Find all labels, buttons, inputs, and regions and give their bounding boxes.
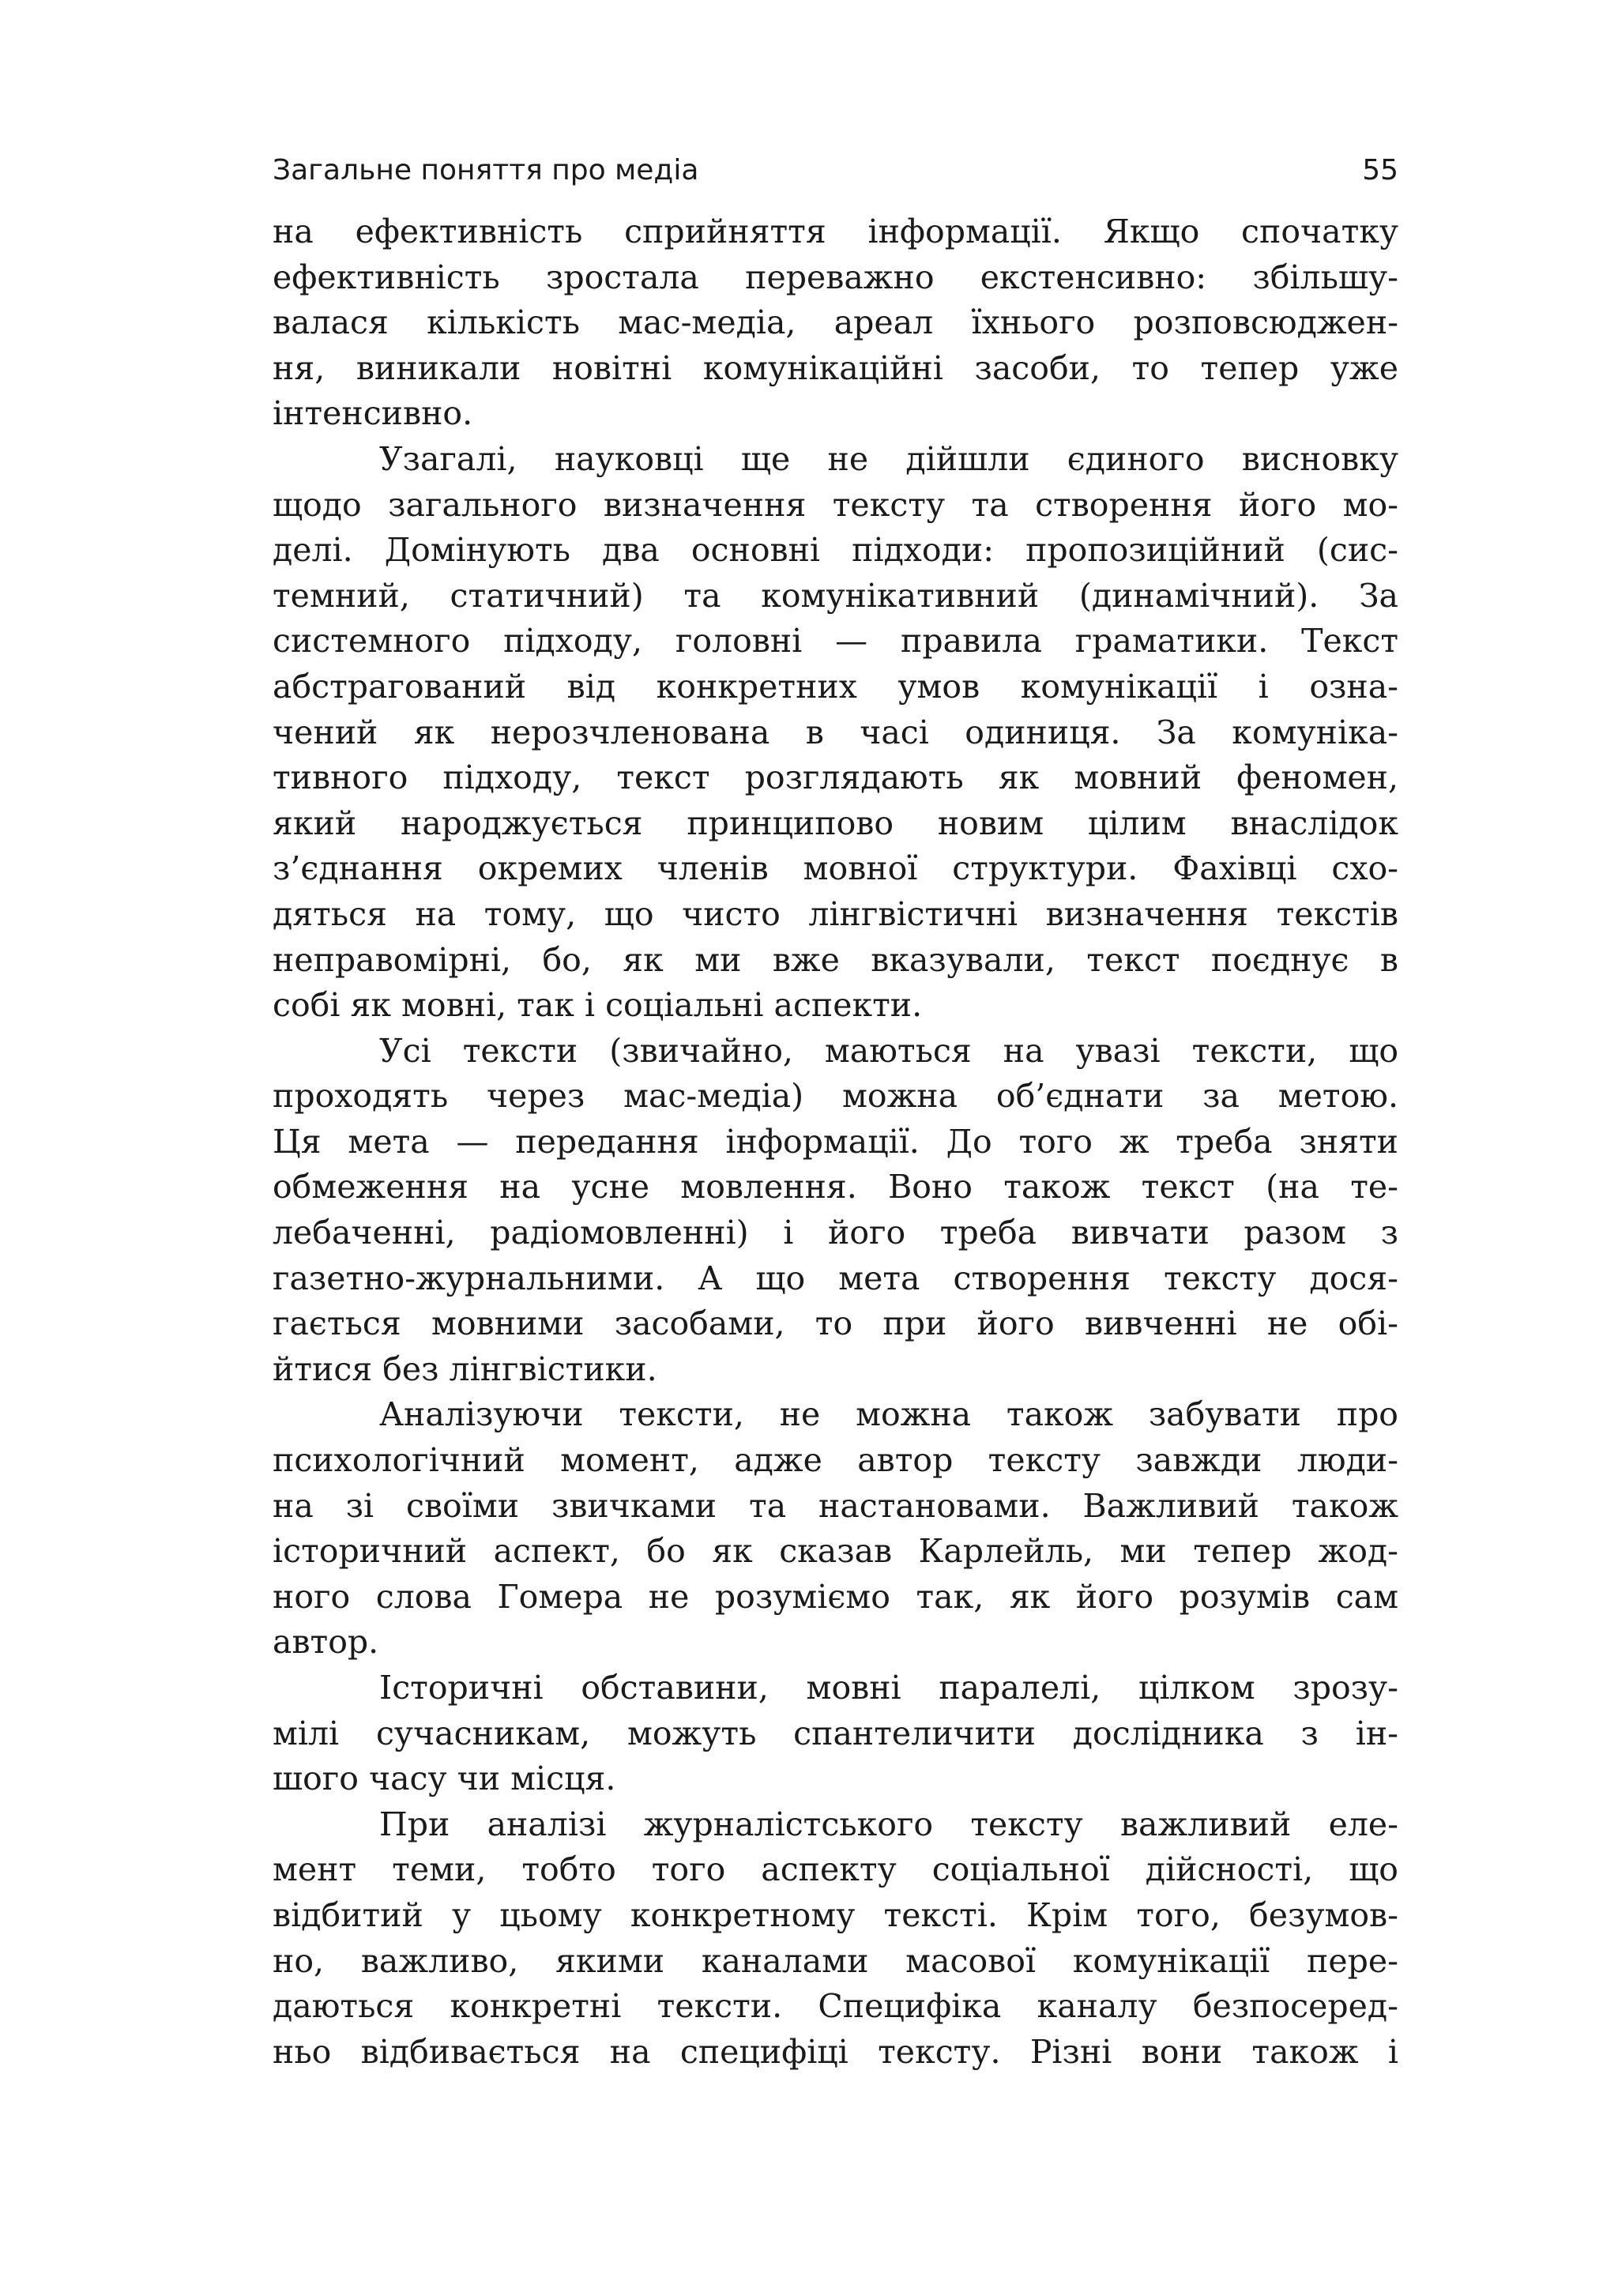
text-line: ефективність зростала переважно екстенсивно: збільшу-	[273, 258, 1398, 296]
text-line: темний, статичний) та комунікативний (динамічний). За	[273, 576, 1398, 615]
text-line: ня, виникали новітні комунікаційні засоби, то тепер уже	[273, 348, 1398, 387]
page-number: 55	[1362, 154, 1398, 186]
text-line: проходять через мас-медіа) можна об’єднати за метою.	[273, 1077, 1398, 1116]
text-line: обмеження на усне мовлення. Воно також текст (на те-	[273, 1168, 1398, 1206]
text-line: Узагалі, науковці ще не дійшли єдиного висновку	[379, 439, 1398, 478]
text-line: Усі тексти (звичайно, маються на увазі тексти, що	[379, 1031, 1398, 1070]
text-line: психологічний момент, адже автор тексту завжди люди-	[273, 1441, 1398, 1480]
page-body	[273, 209, 1398, 2075]
text-line: но, важливо, якими каналами масової комунікації пере-	[273, 1941, 1398, 1980]
text-line: автор.	[273, 1623, 379, 1662]
text-line: лебаченні, радіомовленні) і його треба вивчати разом з	[273, 1214, 1398, 1252]
text-line: гається мовними засобами, то при його вивченні не обі-	[273, 1304, 1398, 1343]
text-line: При аналізі журналістського тексту важливий еле-	[379, 1805, 1398, 1843]
text-line: щодо загального визначення тексту та створення його мо-	[273, 485, 1398, 524]
text-line: ного слова Гомера не розуміємо так, як його розумів сам	[273, 1577, 1398, 1616]
text-line: даються конкретні тексти. Специфіка каналу безпосеред-	[273, 1987, 1398, 2026]
running-title: Загальне поняття про медіа	[273, 154, 699, 186]
text-line: мілі сучасникам, можуть спантеличити дослідника з ін-	[273, 1714, 1398, 1752]
text-line: делі. Домінують два основні підходи: пропозиційний (сис-	[273, 531, 1398, 570]
text-line: на ефективність сприйняття інформації. Якщо спочатку	[273, 213, 1398, 250]
text-line: історичний аспект, бо як сказав Карлейль, ми тепер жод-	[273, 1532, 1398, 1571]
text-line: на зі своїми звичками та настановами. Важливий також	[273, 1486, 1398, 1525]
text-line: собі як мовні, так і соціальні аспекти.	[273, 986, 923, 1025]
text-line: ньо відбивається на специфіці тексту. Різні вони також і	[273, 2032, 1398, 2071]
text-line: з’єднання окремих членів мовної структури. Фахівці схо-	[273, 849, 1398, 888]
text-line: тивного підходу, текст розглядають як мовний феномен,	[273, 758, 1398, 797]
text-line: Аналізуючи тексти, не можна також забувати про	[379, 1395, 1398, 1434]
text-line: інтенсивно.	[273, 394, 473, 433]
text-line: Ця мета — передання інформації. До того ж треба зняти	[273, 1122, 1398, 1161]
text-line: чений як нерозчленована в часі одиниця. За комуніка-	[273, 713, 1398, 751]
text-line: системного підходу, головні — правила граматики. Текст	[273, 622, 1398, 661]
text-line: мент теми, тобто того аспекту соціальної дійсності, що	[273, 1850, 1398, 1889]
text-line: йтися без лінгвістики.	[273, 1349, 657, 1388]
text-line: шого часу чи місця.	[273, 1760, 616, 1798]
text-line: дяться на тому, що чисто лінгвістичні визначення текстів	[273, 894, 1398, 933]
text-line: відбитий у цьому конкретному тексті. Крім того, безумов-	[273, 1895, 1398, 1934]
text-line: валася кількість мас-медіа, ареал їхнього розповсюджен-	[273, 303, 1398, 342]
text-line: неправомірні, бо, як ми вже вказували, текст поєднує в	[273, 940, 1398, 979]
text-line: який народжується принципово новим цілим внаслідок	[273, 804, 1398, 842]
text-line: газетно-журнальними. А що мета створення тексту дося-	[273, 1259, 1398, 1297]
running-header	[273, 149, 1398, 193]
text-line: абстрагований від конкретних умов комунікації і озна-	[273, 667, 1398, 706]
text-line: Історичні обставини, мовні паралелі, цілком зрозу-	[379, 1669, 1398, 1707]
